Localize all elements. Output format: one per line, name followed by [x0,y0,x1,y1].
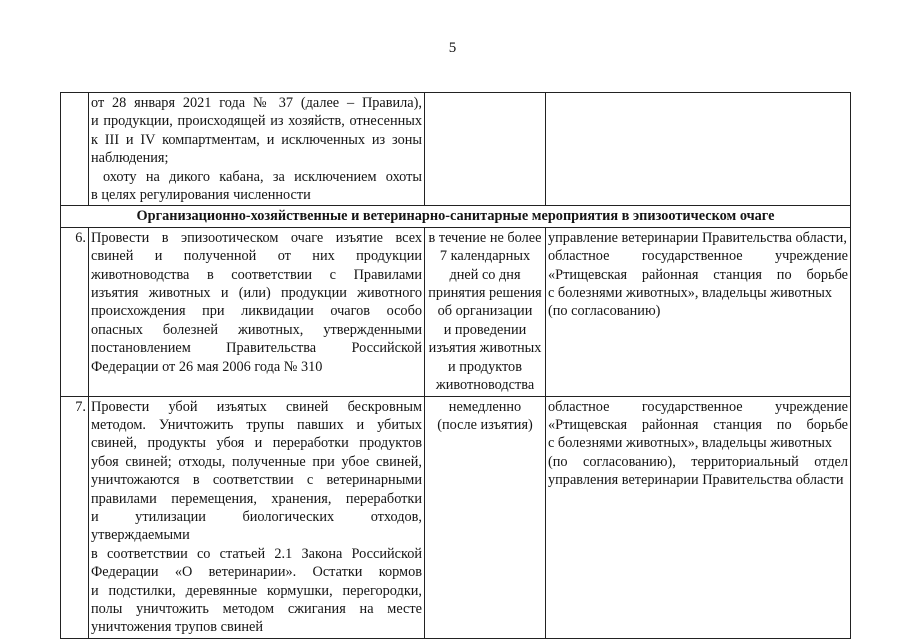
responsible-line: (по согласованию) [548,303,661,320]
term-line: и проведении [443,321,527,338]
measure-line: в соответствии со статьей 2.1 Закона Российской [91,545,422,562]
responsible-line: с болезнями животных», владельцы животных [548,435,832,452]
measure-line: методом. Уничтожить трупы павших и убитых [91,416,422,433]
term-line: 7 календарных [439,248,531,265]
measures-table [60,92,851,639]
measure-line: изъятия животных и (или) продукции животного [91,285,422,302]
responsible-line: областное государственное учреждение [548,398,848,415]
responsible-line: управления ветеринарии Правительства области [548,472,844,489]
measure-line: Провести убой изъятых свиней бескровным [91,398,422,415]
measure-line: уничтожаются в соответствии с ветеринарными [91,472,422,489]
measure-line: Провести в эпизоотическом очаге изъятие всех [91,229,422,246]
measure-line: и утилизации биологических отходов, утверждаемыми [91,508,422,544]
responsible-line: «Ртищевская районная станция по борьбе [548,266,848,283]
term-line: принятия решения [428,285,542,302]
section-heading: Организационно-хозяйственные и ветеринарно-санитарные мероприятия в эпизоотическом очаге [61,206,851,227]
term-line: об организации [437,303,533,320]
term-line: (после изъятия) [437,416,533,433]
section-heading-row [61,206,851,227]
measure-line: свиней, продукты убоя и переработки продуктов [91,435,422,452]
responsible-line: с болезнями животных», владельцы животных [548,285,832,302]
responsible-cell [546,227,851,396]
term-cell [425,227,546,396]
measure-line: к III и IV компартментам, и исключенных из зоны [91,131,422,148]
measure-line: уничтожения трупов свиней [91,619,264,636]
term-line: изъятия животных [428,340,542,357]
measure-line: от 28 января 2021 года № 37 (далее – Правила), [91,95,422,111]
responsible-line: (по согласованию), территориальный отдел [548,453,848,470]
responsible-cell [546,396,851,638]
table-row-7 [61,396,851,638]
responsible-line: управление ветеринарии Правительства области, [548,229,847,246]
measure-line: правилами перемещения, хранения, переработки [91,490,422,507]
responsible-cell [546,93,851,206]
measure-line: Федерации «О ветеринарии». Остатки кормов [91,564,422,581]
row-number-cell: 7. [61,396,89,638]
responsible-line: областное государственное учреждение [548,248,848,265]
measure-line: охоту на дикого кабана, за исключением охоты [103,168,422,185]
measure-line: опасных болезней животных, утвержденными [91,321,422,338]
measure-cell [89,396,425,638]
measure-line: в целях регулирования численности [91,187,311,204]
measure-line: наблюдения; [91,150,169,167]
term-line: животноводства [435,377,535,394]
measure-line: Федерации от 26 мая 2006 года № 310 [91,358,323,375]
measure-cell [89,93,425,206]
measure-line: происхождения при ликвидации очагов особо [91,303,422,320]
measure-line: свиней и полученной от них продукции [91,248,422,265]
page-number: 5 [448,40,457,56]
table-row-6 [61,227,851,396]
measure-line: полы уничтожить методом сжигания на месте [91,600,422,617]
term-line: и продуктов [448,358,522,375]
table-row-continuation [61,93,851,206]
measure-line: убоя свиней; отходы, полученные при убое свиней, [91,453,422,470]
measure-line: животноводства в соответствии с Правилами [91,266,422,283]
responsible-line: «Ртищевская районная станция по борьбе [548,416,848,433]
term-cell [425,93,546,206]
measure-line: и подстилки, деревянные кормушки, перегородки, [91,582,422,599]
measure-line: и продукции, происходящей из хозяйств, отнесенных [91,113,422,130]
row-number-cell: 6. [61,227,89,396]
measure-line: постановлением Правительства Российской [91,340,422,357]
term-line: в течение не более [428,229,542,246]
term-line: немедленно [448,398,522,415]
term-line: дней со дня [449,266,521,283]
measure-cell [89,227,425,396]
row-number-cell [61,93,89,206]
term-cell [425,396,546,638]
